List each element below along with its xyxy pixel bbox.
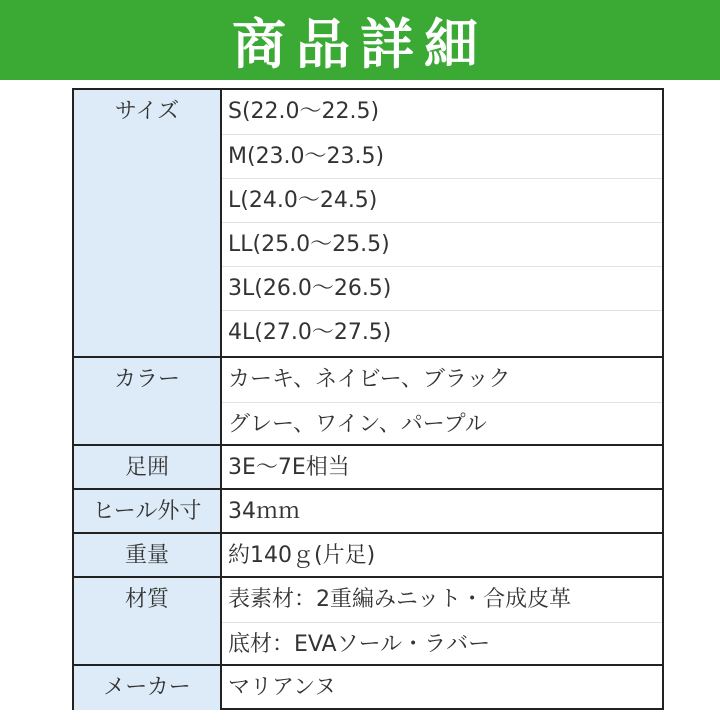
label-cell bbox=[74, 534, 222, 578]
material-value: 表素材：2重編みニット・合成皮革 bbox=[228, 587, 572, 612]
row-label: 足囲 bbox=[124, 455, 169, 480]
width-value: 3E〜7E相当 bbox=[228, 455, 350, 480]
row-heel bbox=[74, 488, 662, 534]
row-label: 材質 bbox=[124, 587, 169, 612]
label-cell bbox=[74, 358, 222, 446]
values-cell bbox=[222, 578, 662, 666]
label-cell bbox=[74, 446, 222, 490]
label-cell bbox=[74, 490, 222, 534]
header-banner bbox=[0, 0, 720, 80]
size-value: S(22.0〜22.5) bbox=[228, 99, 380, 124]
values-cell bbox=[222, 666, 662, 710]
color-value: グレー、ワイン、パープル bbox=[222, 402, 662, 447]
size-value: L(24.0〜24.5) bbox=[222, 178, 662, 223]
row-size bbox=[74, 90, 662, 356]
values-cell bbox=[222, 90, 662, 356]
row-label: サイズ bbox=[114, 99, 180, 124]
size-value: 3L(26.0〜26.5) bbox=[222, 266, 662, 311]
maker-value: マリアンヌ bbox=[228, 675, 337, 700]
row-maker bbox=[74, 664, 662, 710]
spec-table bbox=[72, 88, 664, 710]
heel-value: 34ｍｍ bbox=[228, 499, 300, 524]
row-material bbox=[74, 576, 662, 666]
values-cell bbox=[222, 358, 662, 446]
size-value: M(23.0〜23.5) bbox=[222, 134, 662, 179]
label-cell bbox=[74, 578, 222, 666]
label-cell bbox=[74, 90, 222, 356]
size-value: LL(25.0〜25.5) bbox=[222, 222, 662, 267]
values-cell bbox=[222, 534, 662, 578]
row-label: カラー bbox=[113, 367, 180, 392]
row-label: メーカー bbox=[103, 675, 191, 700]
row-weight bbox=[74, 532, 662, 578]
weight-value: 約140ｇ(片足) bbox=[228, 543, 376, 568]
color-value: カーキ、ネイビー、ブラック bbox=[228, 367, 511, 392]
row-label: 重量 bbox=[124, 543, 169, 568]
row-color bbox=[74, 356, 662, 446]
row-label: ヒール外寸 bbox=[92, 499, 202, 524]
values-cell bbox=[222, 446, 662, 490]
row-width bbox=[74, 444, 662, 490]
label-cell bbox=[74, 666, 222, 710]
size-value: 4L(27.0〜27.5) bbox=[222, 310, 662, 355]
page-title: 商品詳細 bbox=[232, 12, 488, 76]
material-value: 底材：EVAソール・ラバー bbox=[222, 622, 662, 667]
values-cell bbox=[222, 490, 662, 534]
